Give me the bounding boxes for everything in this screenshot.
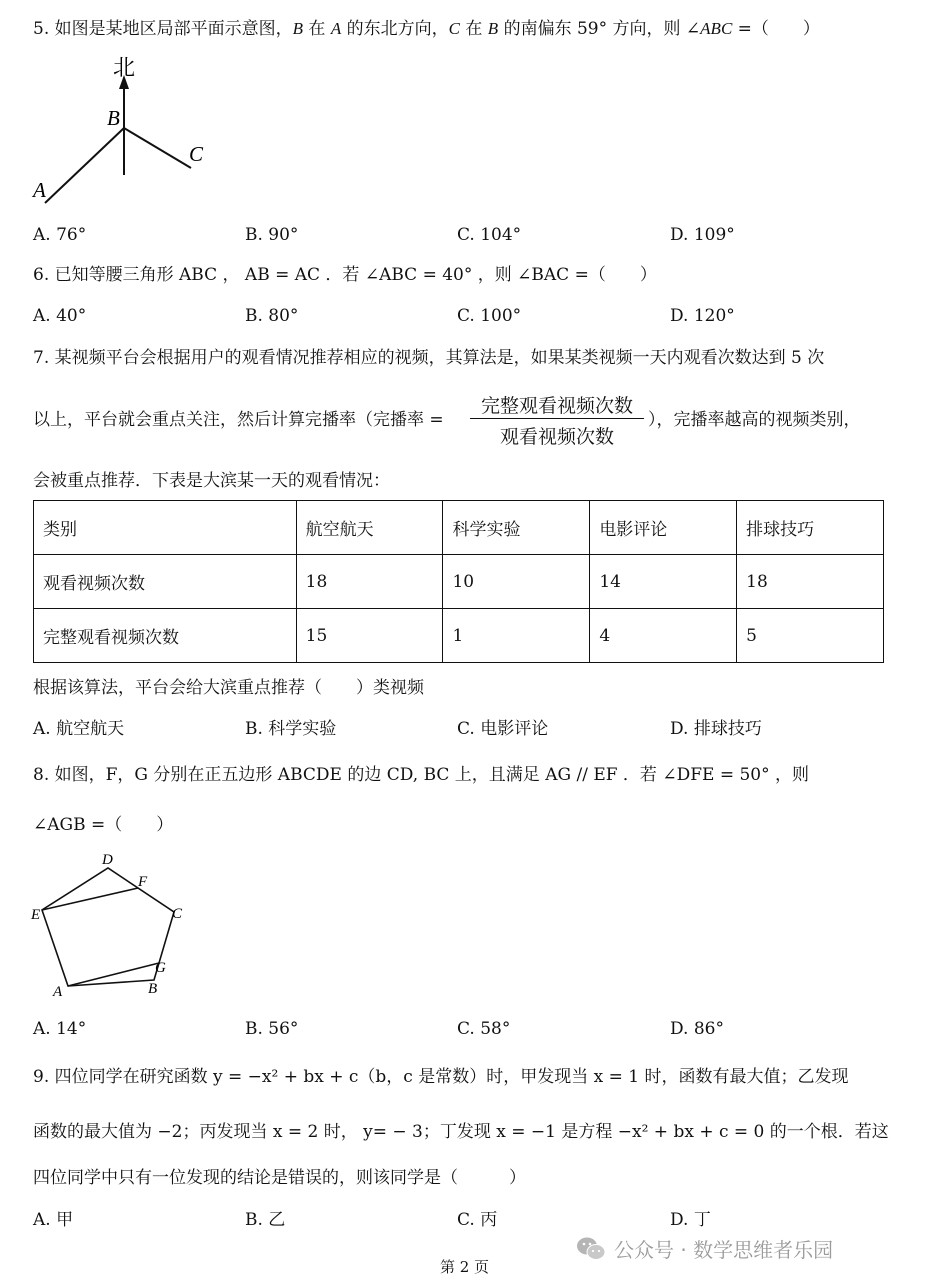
q5-mid2: 的东北方向， (341, 19, 449, 39)
q6-option-c[interactable]: C. 100° (457, 306, 522, 326)
q5-figure (25, 55, 225, 215)
table-header-cell: 类别 (34, 501, 297, 555)
fig5-north-label: 北 (113, 56, 136, 81)
table-cell: 15 (296, 609, 443, 663)
table-row (34, 555, 884, 609)
q7-line1: 7. 某视频平台会根据用户的观看情况推荐相应的视频，其算法是，如果某类视频一天内观看次数达到 5 次 (33, 348, 825, 368)
table-cell: 4 (590, 609, 737, 663)
fig8-a-label: A (53, 984, 63, 1000)
fig5-c-label: C (189, 142, 204, 166)
q5-option-b[interactable]: B. 90° (245, 225, 299, 245)
table-cell: 10 (443, 555, 590, 609)
q7-option-a[interactable]: A. 航空航天 (33, 719, 125, 739)
q5-stem (33, 19, 820, 39)
q5-suffix: =（ ） (732, 19, 820, 39)
q8-option-a[interactable]: A. 14° (33, 1019, 87, 1039)
q6-option-b[interactable]: B. 80° (245, 306, 299, 326)
q7-option-d[interactable]: D. 排球技巧 (670, 719, 762, 739)
q8-option-c[interactable]: C. 58° (457, 1019, 511, 1039)
q5-mid4: 的南偏东 59° 方向，则 ∠ (498, 19, 701, 39)
table-cell: 5 (737, 609, 884, 663)
q5-mid1: 在 (303, 19, 331, 39)
q5-b: B (292, 19, 304, 38)
q9-option-b[interactable]: B. 乙 (245, 1210, 286, 1230)
q7-line2-pre: 以上，平台就会重点关注，然后计算完播率（完播率 = (33, 410, 444, 430)
fig8-g-label: G (155, 960, 166, 976)
q9-option-d[interactable]: D. 丁 (670, 1210, 711, 1230)
q5-option-d[interactable]: D. 109° (670, 225, 735, 245)
q7-frac-denominator: 观看视频次数 (499, 426, 614, 448)
fig8-c-label: C (172, 906, 183, 922)
q5-prefix: 5. 如图是某地区局部平面示意图， (33, 19, 293, 39)
table-row (34, 609, 884, 663)
q8-line1: 8. 如图，F，G 分别在正五边形 ABCDE 的边 CD, BC 上，且满足 AG // EF ．若 ∠DFE = 50° ，则 (33, 765, 810, 785)
q7-option-b[interactable]: B. 科学实验 (245, 719, 337, 739)
q6-option-d[interactable]: D. 120° (670, 306, 735, 326)
table-header-cell: 排球技巧 (737, 501, 884, 555)
q7-frac-numerator: 完整观看视频次数 (480, 395, 633, 417)
segment-ef (42, 888, 138, 910)
table-header-cell: 航空航天 (296, 501, 443, 555)
q5-option-c[interactable]: C. 104° (457, 225, 522, 245)
table-cell: 完整观看视频次数 (34, 609, 297, 663)
q5-abc: ABC (700, 19, 733, 38)
table-header-cell: 科学实验 (443, 501, 590, 555)
fig5-a-label: A (33, 178, 46, 202)
table-cell: 1 (443, 609, 590, 663)
q9-line3: 四位同学中只有一位发现的结论是错误的，则该同学是（ ） (33, 1168, 526, 1188)
table-cell: 18 (296, 555, 443, 609)
fig8-f-label: F (138, 874, 148, 890)
fig8-d-label: D (102, 852, 113, 868)
q7-line2-post: ），完播率越高的视频类别， (648, 410, 861, 430)
table-cell: 观看视频次数 (34, 555, 297, 609)
q7-fraction (470, 389, 644, 447)
page-number: 第 2 页 (439, 1258, 490, 1276)
q9-line2: 函数的最大值为 −2；丙发现当 x = 2 时， y= − 3；丁发现 x = −1 是方程 −x² + bx + c = 0 的一个根．若这 (33, 1122, 889, 1142)
q7-after: 根据该算法，平台会给大滨重点推荐（ ）类视频 (33, 678, 424, 698)
q9-option-a[interactable]: A. 甲 (33, 1210, 74, 1230)
q5-b2: B (487, 19, 499, 38)
q5-c: C (448, 19, 460, 38)
fig8-b-label: B (148, 981, 158, 997)
fig8-e-label: E (31, 907, 41, 923)
q8-line2: ∠AGB =（ ） (33, 815, 174, 835)
table-cell: 14 (590, 555, 737, 609)
q7-line3: 会被重点推荐．下表是大滨某一天的观看情况： (33, 471, 390, 491)
q7-option-c[interactable]: C. 电影评论 (457, 719, 549, 739)
q5-a: A (330, 19, 342, 38)
table-cell: 18 (737, 555, 884, 609)
line-bc (124, 128, 191, 168)
fig5-b-label: B (107, 106, 120, 130)
q7-table (33, 500, 884, 663)
q9-line1: 9. 四位同学在研究函数 y = −x² + bx + c（b，c 是常数）时，甲发现当 x = 1 时，函数有最大值；乙发现 (33, 1067, 849, 1087)
q6-stem: 6. 已知等腰三角形 ABC ， AB = AC ．若 ∠ABC = 40° ，则 ∠BAC =（ ） (33, 265, 657, 285)
line-ab (45, 128, 124, 203)
q8-option-d[interactable]: D. 86° (670, 1019, 724, 1039)
table-header-row (34, 501, 884, 555)
q5-option-a[interactable]: A. 76° (33, 225, 87, 245)
q5-mid3: 在 (459, 19, 488, 39)
q7-frac-bar (470, 418, 644, 419)
q8-option-b[interactable]: B. 56° (245, 1019, 299, 1039)
watermark-text: 公众号 · 数学思维者乐园 (614, 1238, 834, 1262)
q6-option-a[interactable]: A. 40° (33, 306, 87, 326)
q9-option-c[interactable]: C. 丙 (457, 1210, 498, 1230)
q8-figure (28, 848, 193, 1000)
table-header-cell: 电影评论 (590, 501, 737, 555)
